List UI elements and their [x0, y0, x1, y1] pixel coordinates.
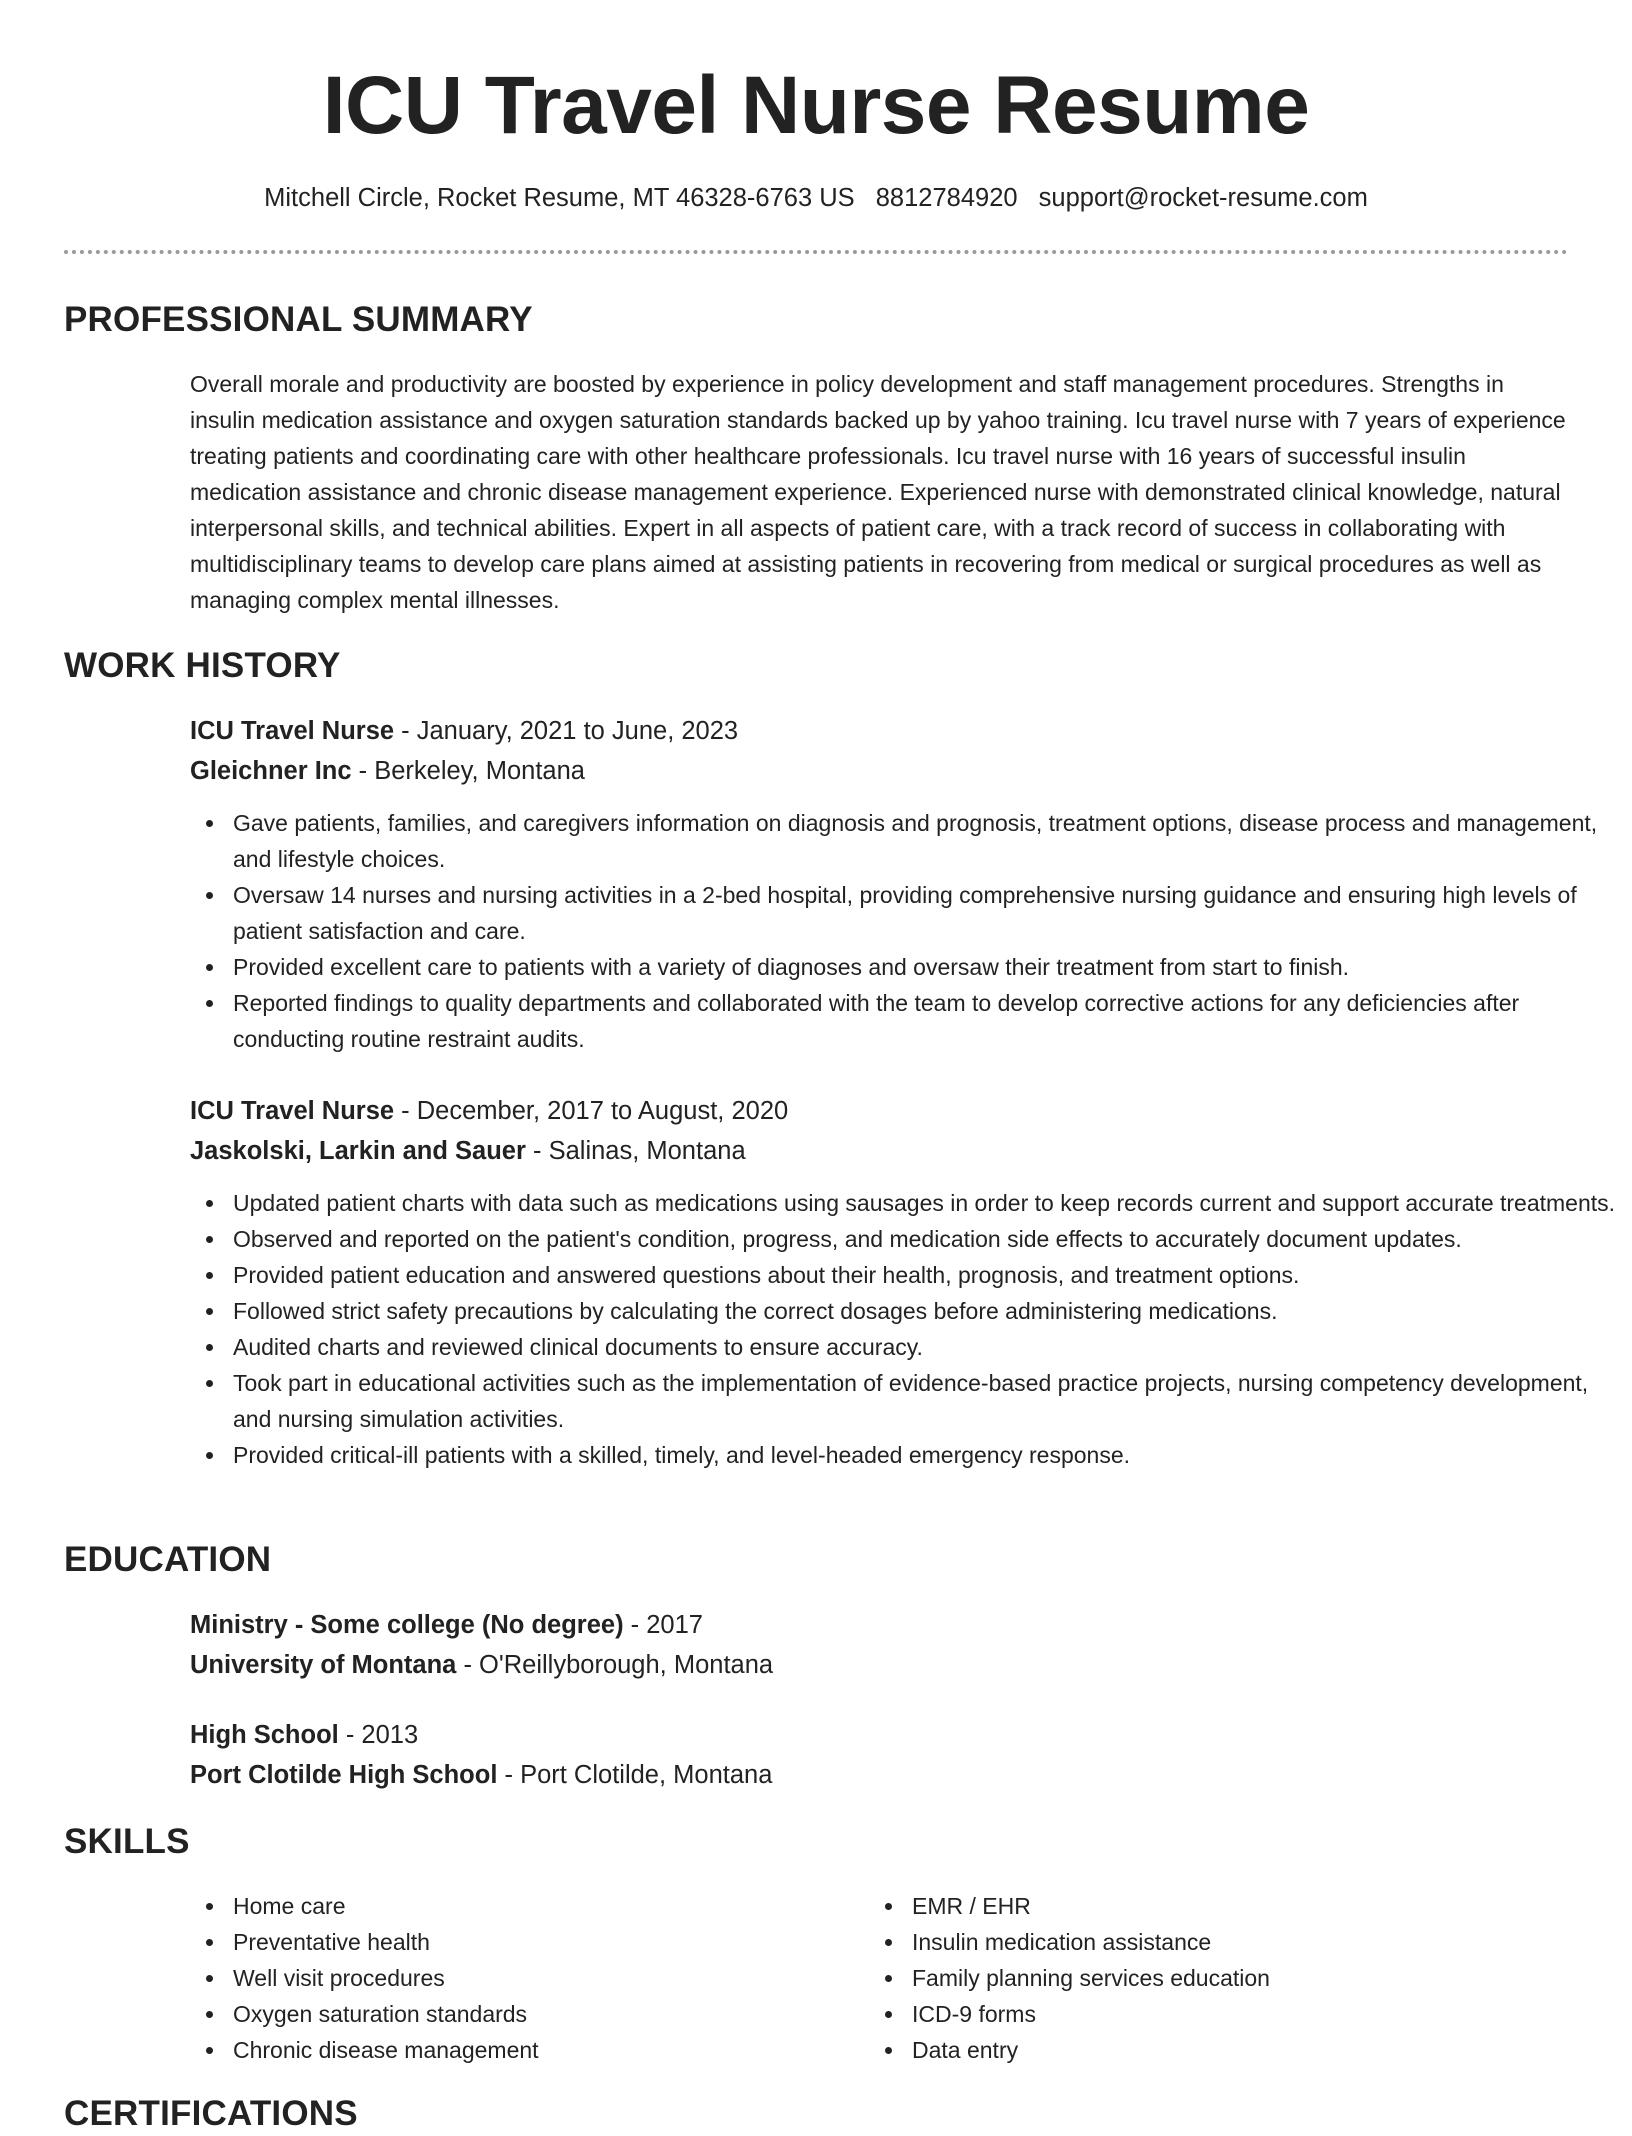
job-title-line: [190, 1094, 788, 1128]
skill-item: Insulin medication assistance: [912, 1924, 1512, 1960]
summary-text: Overall morale and productivity are boosted by experience in policy development and staff management procedures. Strengths in insulin medication assistance and oxygen saturation standards backed up by yahoo training. Icu travel nurse with 7 years of experience treating patients and coordinating care with other healthcare professionals. Icu travel nurse with 16 years of successful insulin medication assistance and chronic disease management experience. Experienced nurse with demonstrated clinical knowledge, natural interpersonal skills, and technical abilities. Expert in all aspects of patient care, with a track record of success in collaborating with multidisciplinary teams to develop care plans aimed at assisting patients in recovering from medical or surgical procedures as well as managing complex mental illnesses.: [190, 371, 1566, 613]
header-divider: [64, 250, 1568, 254]
skill-item: Data entry: [912, 2032, 1512, 2068]
skill-item: Preventative health: [233, 1924, 833, 1960]
skill-item: Family planning services education: [912, 1960, 1512, 1996]
skills-list-left: [190, 1888, 833, 2068]
resume-title: ICU Travel Nurse Resume: [322, 60, 1310, 151]
job-title-line: [190, 714, 738, 748]
section-title-education: EDUCATION: [64, 1540, 272, 1579]
education-degree: High School: [190, 1721, 339, 1749]
education-school: University of Montana: [190, 1651, 457, 1679]
education-degree: Ministry - Some college (No degree): [190, 1611, 624, 1639]
contact-email: support@rocket-resume.com: [1038, 184, 1368, 212]
list-item: Followed strict safety precautions by calculating the correct dosages before administering medications.: [233, 1293, 1623, 1329]
list-item: Gave patients, families, and caregivers information on diagnosis and prognosis, treatment options, disease process and management, and lifestyle choices.: [233, 805, 1623, 877]
job-company: Gleichner Inc: [190, 757, 352, 785]
job-company-line: [190, 1134, 746, 1168]
skill-item: Home care: [233, 1888, 833, 1924]
list-item: Updated patient charts with data such as medications using sausages in order to keep records current and support accurate treatments.: [233, 1185, 1623, 1221]
list-item: Provided patient education and answered questions about their health, prognosis, and treatment options.: [233, 1257, 1623, 1293]
skill-item: ICD-9 forms: [912, 1996, 1512, 2032]
skill-item: Chronic disease management: [233, 2032, 833, 2068]
education-location: - Port Clotilde, Montana: [497, 1761, 773, 1789]
education-year: - 2017: [623, 1611, 703, 1639]
job-dates: - December, 2017 to August, 2020: [394, 1097, 789, 1125]
skills-list-right: [869, 1888, 1512, 2068]
skill-item: Well visit procedures: [233, 1960, 833, 1996]
job-role: ICU Travel Nurse: [190, 1097, 395, 1125]
list-item: Took part in educational activities such as the implementation of evidence-based practice projects, nursing competency development, and nursing simulation activities.: [233, 1365, 1623, 1437]
job-company: Jaskolski, Larkin and Sauer: [190, 1137, 526, 1165]
education-school-line: [190, 1648, 773, 1682]
skill-item: EMR / EHR: [912, 1888, 1512, 1924]
contact-line: [0, 181, 1632, 215]
list-item: Audited charts and reviewed clinical documents to ensure accuracy.: [233, 1329, 1623, 1365]
section-title-certifications: CERTIFICATIONS: [64, 2094, 358, 2133]
job-role: ICU Travel Nurse: [190, 717, 395, 745]
list-item: Observed and reported on the patient's condition, progress, and medication side effects to accurately document updates.: [233, 1221, 1623, 1257]
list-item: Provided critical-ill patients with a skilled, timely, and level-headed emergency response.: [233, 1437, 1623, 1473]
education-degree-line: [190, 1718, 418, 1752]
education-location: - O'Reillyborough, Montana: [456, 1651, 774, 1679]
job-company-line: [190, 754, 585, 788]
job-dates: - January, 2021 to June, 2023: [394, 717, 739, 745]
job-location: - Salinas, Montana: [525, 1137, 746, 1165]
skill-item: Oxygen saturation standards: [233, 1996, 833, 2032]
education-school-line: [190, 1758, 772, 1792]
list-item: Oversaw 14 nurses and nursing activities in a 2-bed hospital, providing comprehensive nursing guidance and ensuring high levels of patient satisfaction and care.: [233, 877, 1623, 949]
education-degree-line: [190, 1608, 703, 1642]
job-bullets: [190, 1185, 1623, 1473]
contact-phone: 8812784920: [875, 184, 1018, 212]
section-title-skills: SKILLS: [64, 1822, 190, 1861]
list-item: Provided excellent care to patients with a variety of diagnoses and oversaw their treatment from start to finish.: [233, 949, 1623, 985]
education-year: - 2013: [338, 1721, 419, 1749]
section-title-work-history: WORK HISTORY: [64, 646, 341, 685]
contact-address: Mitchell Circle, Rocket Resume, MT 46328-6763 US: [264, 184, 855, 212]
education-school: Port Clotilde High School: [190, 1761, 498, 1789]
section-title-summary: PROFESSIONAL SUMMARY: [64, 300, 533, 339]
job-location: - Berkeley, Montana: [351, 757, 585, 785]
job-bullets: [190, 805, 1623, 1057]
list-item: Reported findings to quality departments and collaborated with the team to develop corrective actions for any deficiencies after conducting routine restraint audits.: [233, 985, 1623, 1057]
